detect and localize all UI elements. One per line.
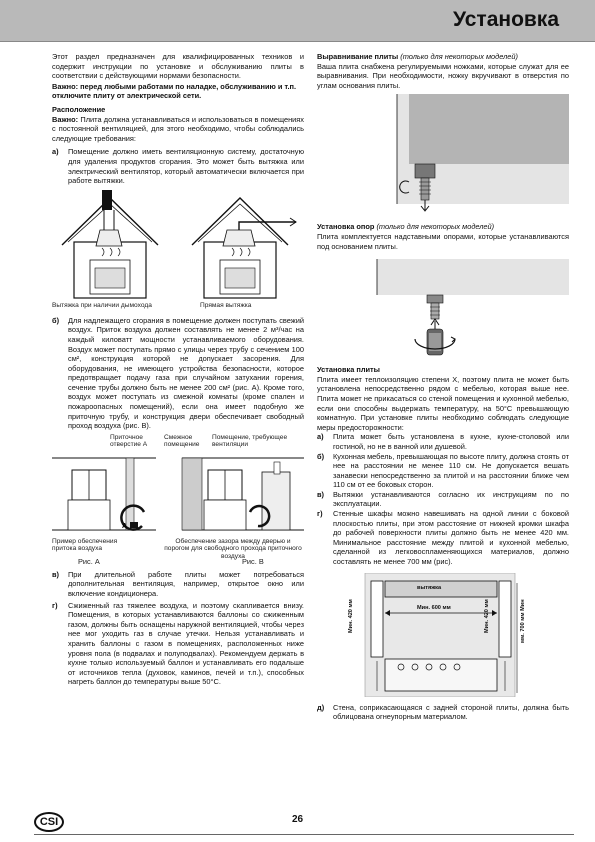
diag-600-label: Мин. 600 мм — [417, 604, 451, 611]
item-g-label: г) — [52, 600, 58, 610]
list-item-v — [52, 570, 304, 599]
r-d-text: Стена, соприкасающаяся с задней стороной плиты, должна быть облицована огнеупорным материалом. — [333, 702, 569, 722]
r-a-label: а) — [317, 432, 324, 442]
item-a-label: а) — [52, 147, 59, 157]
clearance-illustration — [317, 573, 569, 697]
fig-a-marker: A — [122, 522, 128, 530]
fig2-caption-right: Обеспечение зазора между дверью и порогом для свободного прохода приточного воздуха — [164, 537, 302, 561]
fig2-caption-left: Пример обеспечения притока воздуха — [52, 537, 118, 553]
intro-paragraph: Этот раздел предназначен для квалифицированных техников и содержит инструкции по установке и обслуживанию плиты в соответствии с действующими нормами безопасности. — [52, 52, 304, 81]
item-b-text: Для надлежащего сгорания в помещение должен поступать свежий воздух. Приток воздуха должен составлять не менее 2 м³/час на каждый киловатт мощности устанавливаемого оборудования. Воздух может поступать прямо с улицы через трубу с сечением 100 см², конструкция которой не допускает засорения. Для оборудования, не имеющего устройства безопасности, которое предотвращает подачу газа при случайном затухании горения, сечение трубы должно быть не менее 200 см² (рис. А). Кроме того, воздух может поступать из смежной комнаты (кроме спален и пожароопасных помещений), если она имеет подобную же приточную трубу, и конструкция двери обеспечивает свободный проход воздуха (рис. В). — [68, 315, 304, 431]
leveling-title: Выравнивание плиты — [317, 52, 399, 61]
r-g-label: г) — [317, 509, 323, 519]
diag-700-label: мм. 700 мм Мин — [520, 599, 526, 643]
list-item-a — [52, 147, 304, 185]
r-b-label: б) — [317, 451, 325, 461]
r-v-label: в) — [317, 489, 325, 499]
legs-figure — [317, 259, 569, 359]
air-supply-illustration — [52, 452, 304, 536]
right-column — [317, 52, 569, 722]
install-paragraph: Плита имеет теплоизоляцию степени X, поэтому плита не может быть установлена непосредственно рядом с мебелью, которая выше нее. Плита может не прикасаться со стеной помещения и кухонной мебелью, если они способны выдержать температуру, на 50°C превышающую комнатную. При установке плиты необходимо соблюдать следующие меры предосторожности: — [317, 374, 569, 432]
right-item-d — [317, 703, 569, 722]
bottom-rule — [34, 834, 574, 835]
legs-illustration — [317, 259, 569, 359]
right-item-b — [317, 452, 569, 490]
fig2-label-c: Помещение, требующее вентиляции — [212, 433, 288, 449]
ventilation-illustration — [52, 190, 304, 300]
legs-heading — [317, 222, 569, 232]
right-item-g — [317, 509, 569, 567]
list-item-b — [52, 316, 304, 431]
page-title: Установка — [453, 8, 559, 31]
r-v-text: Вытяжки устанавливаются согласно их инструкциям по по эксплуатации. — [333, 489, 569, 509]
leveling-paragraph: Ваша плита снабжена регулируемыми ножками, которые служат для ее выравнивания. При необходимости, ножку вкручивают в отверстия по углам основания плиты. — [317, 61, 569, 90]
fig2-title-b: Рис. В — [242, 556, 264, 566]
r-g-text: Стенные шкафы можно навешивать на одной линии с боковой плоскостью плиты, при этом расстояние от нижней кромки шкафа до рабочей поверхности плиты должно быть не менее 420 мм. Минимальное расстояние между плитой и кухонной мебелью, сделанной из легковоспламеняющихся материалов, должно составлять не менее 700 мм (рис). — [333, 509, 569, 567]
leveling-figure — [317, 94, 569, 214]
install-heading: Установка плиты — [317, 365, 380, 375]
legs-note: (только для некоторых моделей) — [376, 222, 495, 232]
fig2-label-b: Смежное помещение — [164, 433, 200, 449]
clearance-figure — [317, 573, 569, 697]
r-a-text: Плита может быть установлена в кухне, кухне-столовой или гостиной, но не в ванной или душевой. — [333, 432, 569, 451]
fig1-caption-right: Прямая вытяжка — [200, 301, 252, 309]
page-number: 26 — [291, 814, 304, 825]
leveling-note: (только для некоторых моделей) — [400, 52, 518, 61]
item-g-text: Сжиженный газ тяжелее воздуха, и поэтому скапливается внизу. Помещения, в которых устанавливаются баллоны со сжиженным газом, должны быть оснащены наружной вентиляцией, чтобы через нее мог уходить газ в случае утечки. Нельзя устанавливать и хранить баллоны с газом в помещениях, расположенных ниже уровня пола (в подвалах и полуподвалах). Рекомендуем держать в кухне только используемый баллон и устанавливать его подальше от источников тепла (духовок, каминов, печей и т.п.), способных нагреть баллон до температуры выше 50°C. — [68, 600, 304, 687]
air-supply-figure — [52, 434, 304, 568]
right-item-a — [317, 432, 569, 451]
diag-420-left-label: Мин. 420 мм — [348, 598, 354, 633]
warning-paragraph: Важно: перед любыми работами по наладке, обслуживанию и т.п. отключите плиту от электрической сети. — [52, 81, 297, 101]
fig2-label-a: Приточное отверстие А — [110, 433, 148, 449]
leveling-illustration — [317, 94, 569, 214]
location-heading: Расположение — [52, 104, 106, 114]
csi-logo: CSI — [34, 812, 64, 832]
list-item-g — [52, 601, 304, 687]
legs-paragraph: Плита комплектуется надставными опорами, которые устанавливаются под основанием плиты. — [317, 231, 569, 251]
r-b-text: Кухонная мебель, превышающая по высоте плиту, должна стоять от нее на расстоянии не менее 110 см. Не допускается вешать занавески непосредственно за плитой и на расстоянии ближе чем 110 см от ее боковых сторон. — [333, 451, 569, 490]
item-a-text: Помещение должно иметь вентиляционную систему, достаточную для удаления продуктов сгорания. Это может быть вытяжка или электрический вентилятор, который автоматически включается при работе вытяжки. — [68, 147, 304, 186]
legs-title: Установка опор — [317, 222, 375, 232]
left-column — [52, 52, 304, 687]
title-bar — [0, 0, 595, 42]
item-b-label: б) — [52, 315, 60, 325]
r-d-label: д) — [317, 702, 325, 712]
location-important-label: Важно: — [52, 114, 79, 124]
diag-hood-label: вытяжка — [417, 584, 442, 591]
right-item-v — [317, 490, 569, 509]
item-v-text: При длительной работе плиты может потребоваться дополнительная вентиляция, например, открытое окно или включение кондиционера. — [68, 569, 304, 599]
fig1-caption-left: Вытяжка при наличии дымохода — [52, 301, 152, 309]
item-v-label: в) — [52, 569, 60, 579]
diag-420-right-label: Мин. 420 мм — [484, 598, 490, 633]
leveling-heading — [317, 52, 569, 62]
fig2-title-a: Рис. А — [78, 556, 100, 566]
ventilation-figure — [52, 190, 304, 312]
location-important-text: Плита должна устанавливаться и использоваться в помещениях с постоянной вентиляцией, для этого необходимо, чтобы соблюдались следующие требования: — [52, 114, 304, 143]
location-paragraph — [52, 115, 304, 144]
